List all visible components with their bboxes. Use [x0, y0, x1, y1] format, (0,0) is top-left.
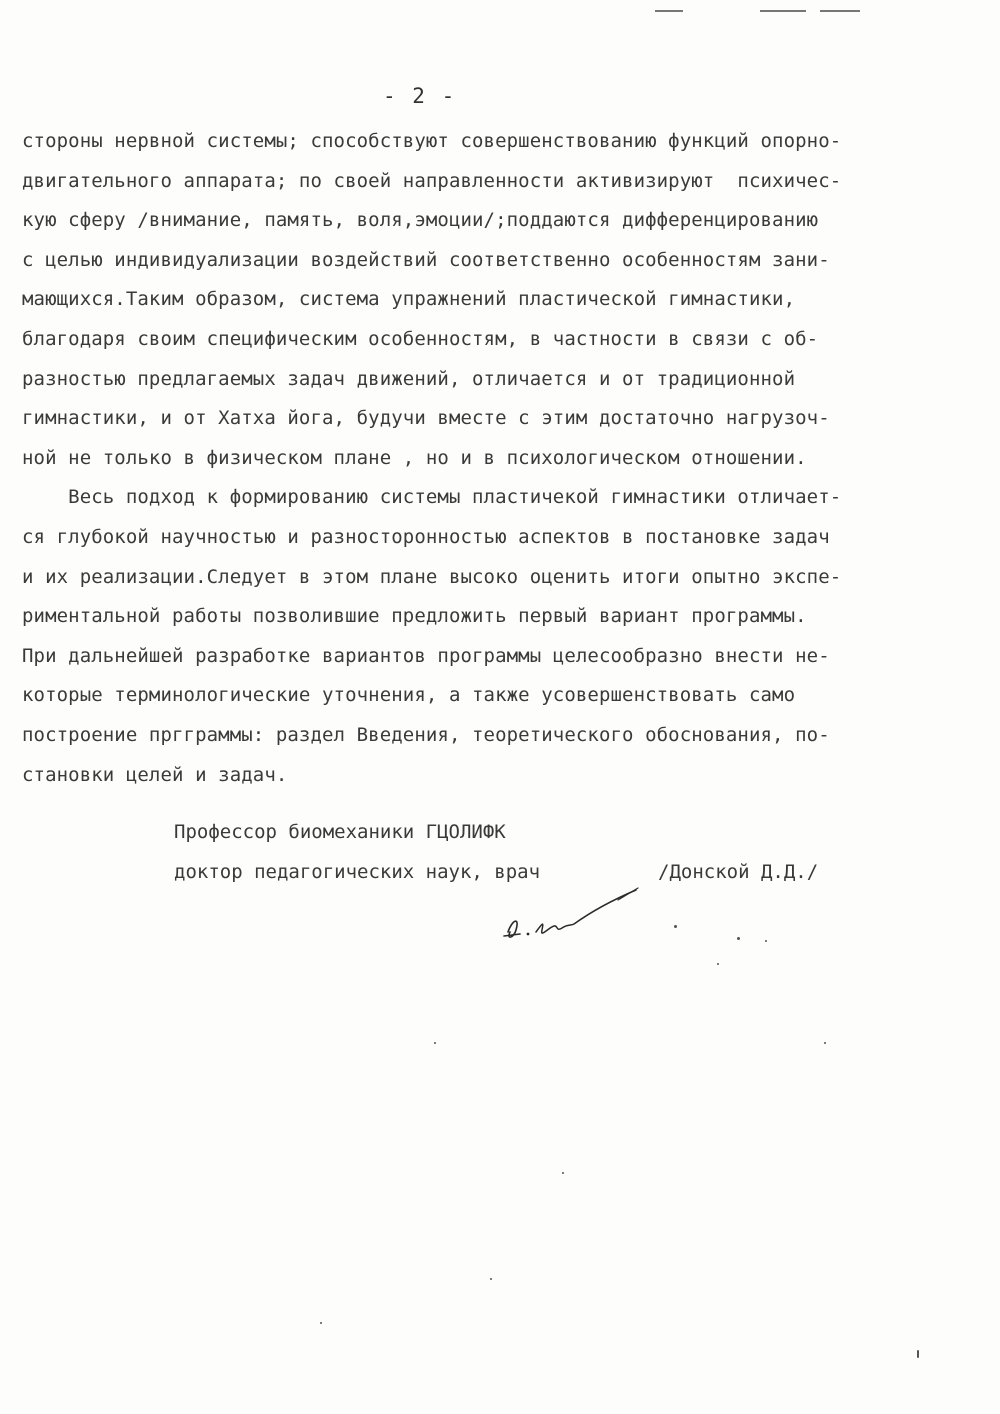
scan-mark	[655, 10, 683, 12]
scan-mark	[820, 10, 860, 12]
text-line: благодаря своим специфическим особенностям, в частности в связи с об-	[22, 327, 819, 350]
ink-speck	[917, 1350, 919, 1358]
signatory-title: Профессор биомеханики ГЦОЛИФК	[174, 821, 506, 843]
ink-speck	[824, 1042, 826, 1044]
handwritten-signature-icon	[498, 880, 648, 950]
text-line: разностью предлагаемых задач движений, отличается и от традиционной	[22, 367, 796, 390]
text-line: кую сферу /внимание, память, воля,эмоции/;поддаются дифференцированию	[22, 209, 819, 232]
text-line: ной не только в физическом плане , но и в психологическом отношении.	[22, 446, 807, 469]
ink-speck	[717, 963, 719, 965]
text-line: с целью индивидуализации воздействий соответственно особенностям зани-	[22, 248, 830, 271]
text-line: Весь подход к формированию системы пластичекой гимнастики отличает-	[22, 486, 842, 509]
text-line: построение пргграммы: раздел Введения, теоретического обоснования, по-	[22, 723, 830, 746]
ink-speck	[320, 1322, 322, 1324]
signatory-degree: доктор педагогических наук, врач	[174, 861, 541, 883]
text-line: риментальной работы позволившие предложить первый вариант программы.	[22, 605, 807, 628]
body-text	[22, 122, 942, 795]
page-number: - 2 -	[383, 84, 457, 108]
scan-mark	[760, 10, 806, 12]
ink-speck	[562, 1172, 564, 1174]
ink-speck	[765, 940, 767, 942]
text-line: которые терминологические уточнения, а также усовершенствовать само	[22, 684, 796, 707]
text-line: становки целей и задач.	[22, 763, 288, 786]
ink-speck	[434, 1042, 436, 1044]
text-line: стороны нервной системы; способствуют совершенствованию функций опорно-	[22, 130, 842, 152]
text-line: и их реализации.Следует в этом плане высоко оценить итоги опытно экспе-	[22, 565, 842, 588]
ink-speck	[674, 925, 677, 928]
text-line: гимнастики, и от Хатха йога, будучи вместе с этим достаточно нагрузоч-	[22, 407, 830, 430]
text-line: двигательного аппарата; по своей направленности активизируют психичес-	[22, 169, 842, 192]
text-line: ся глубокой научностью и разносторонностью аспектов в постановке задач	[22, 525, 830, 548]
text-line: При дальнейшей разработке вариантов программы целесообразно внести не-	[22, 644, 830, 667]
ink-speck	[737, 937, 740, 940]
ink-speck	[490, 1278, 492, 1280]
text-line: мающихся.Таким образом, система упражнений пластической гимнастики,	[22, 288, 796, 311]
signatory-name: /Донской Д.Д./	[658, 861, 819, 883]
